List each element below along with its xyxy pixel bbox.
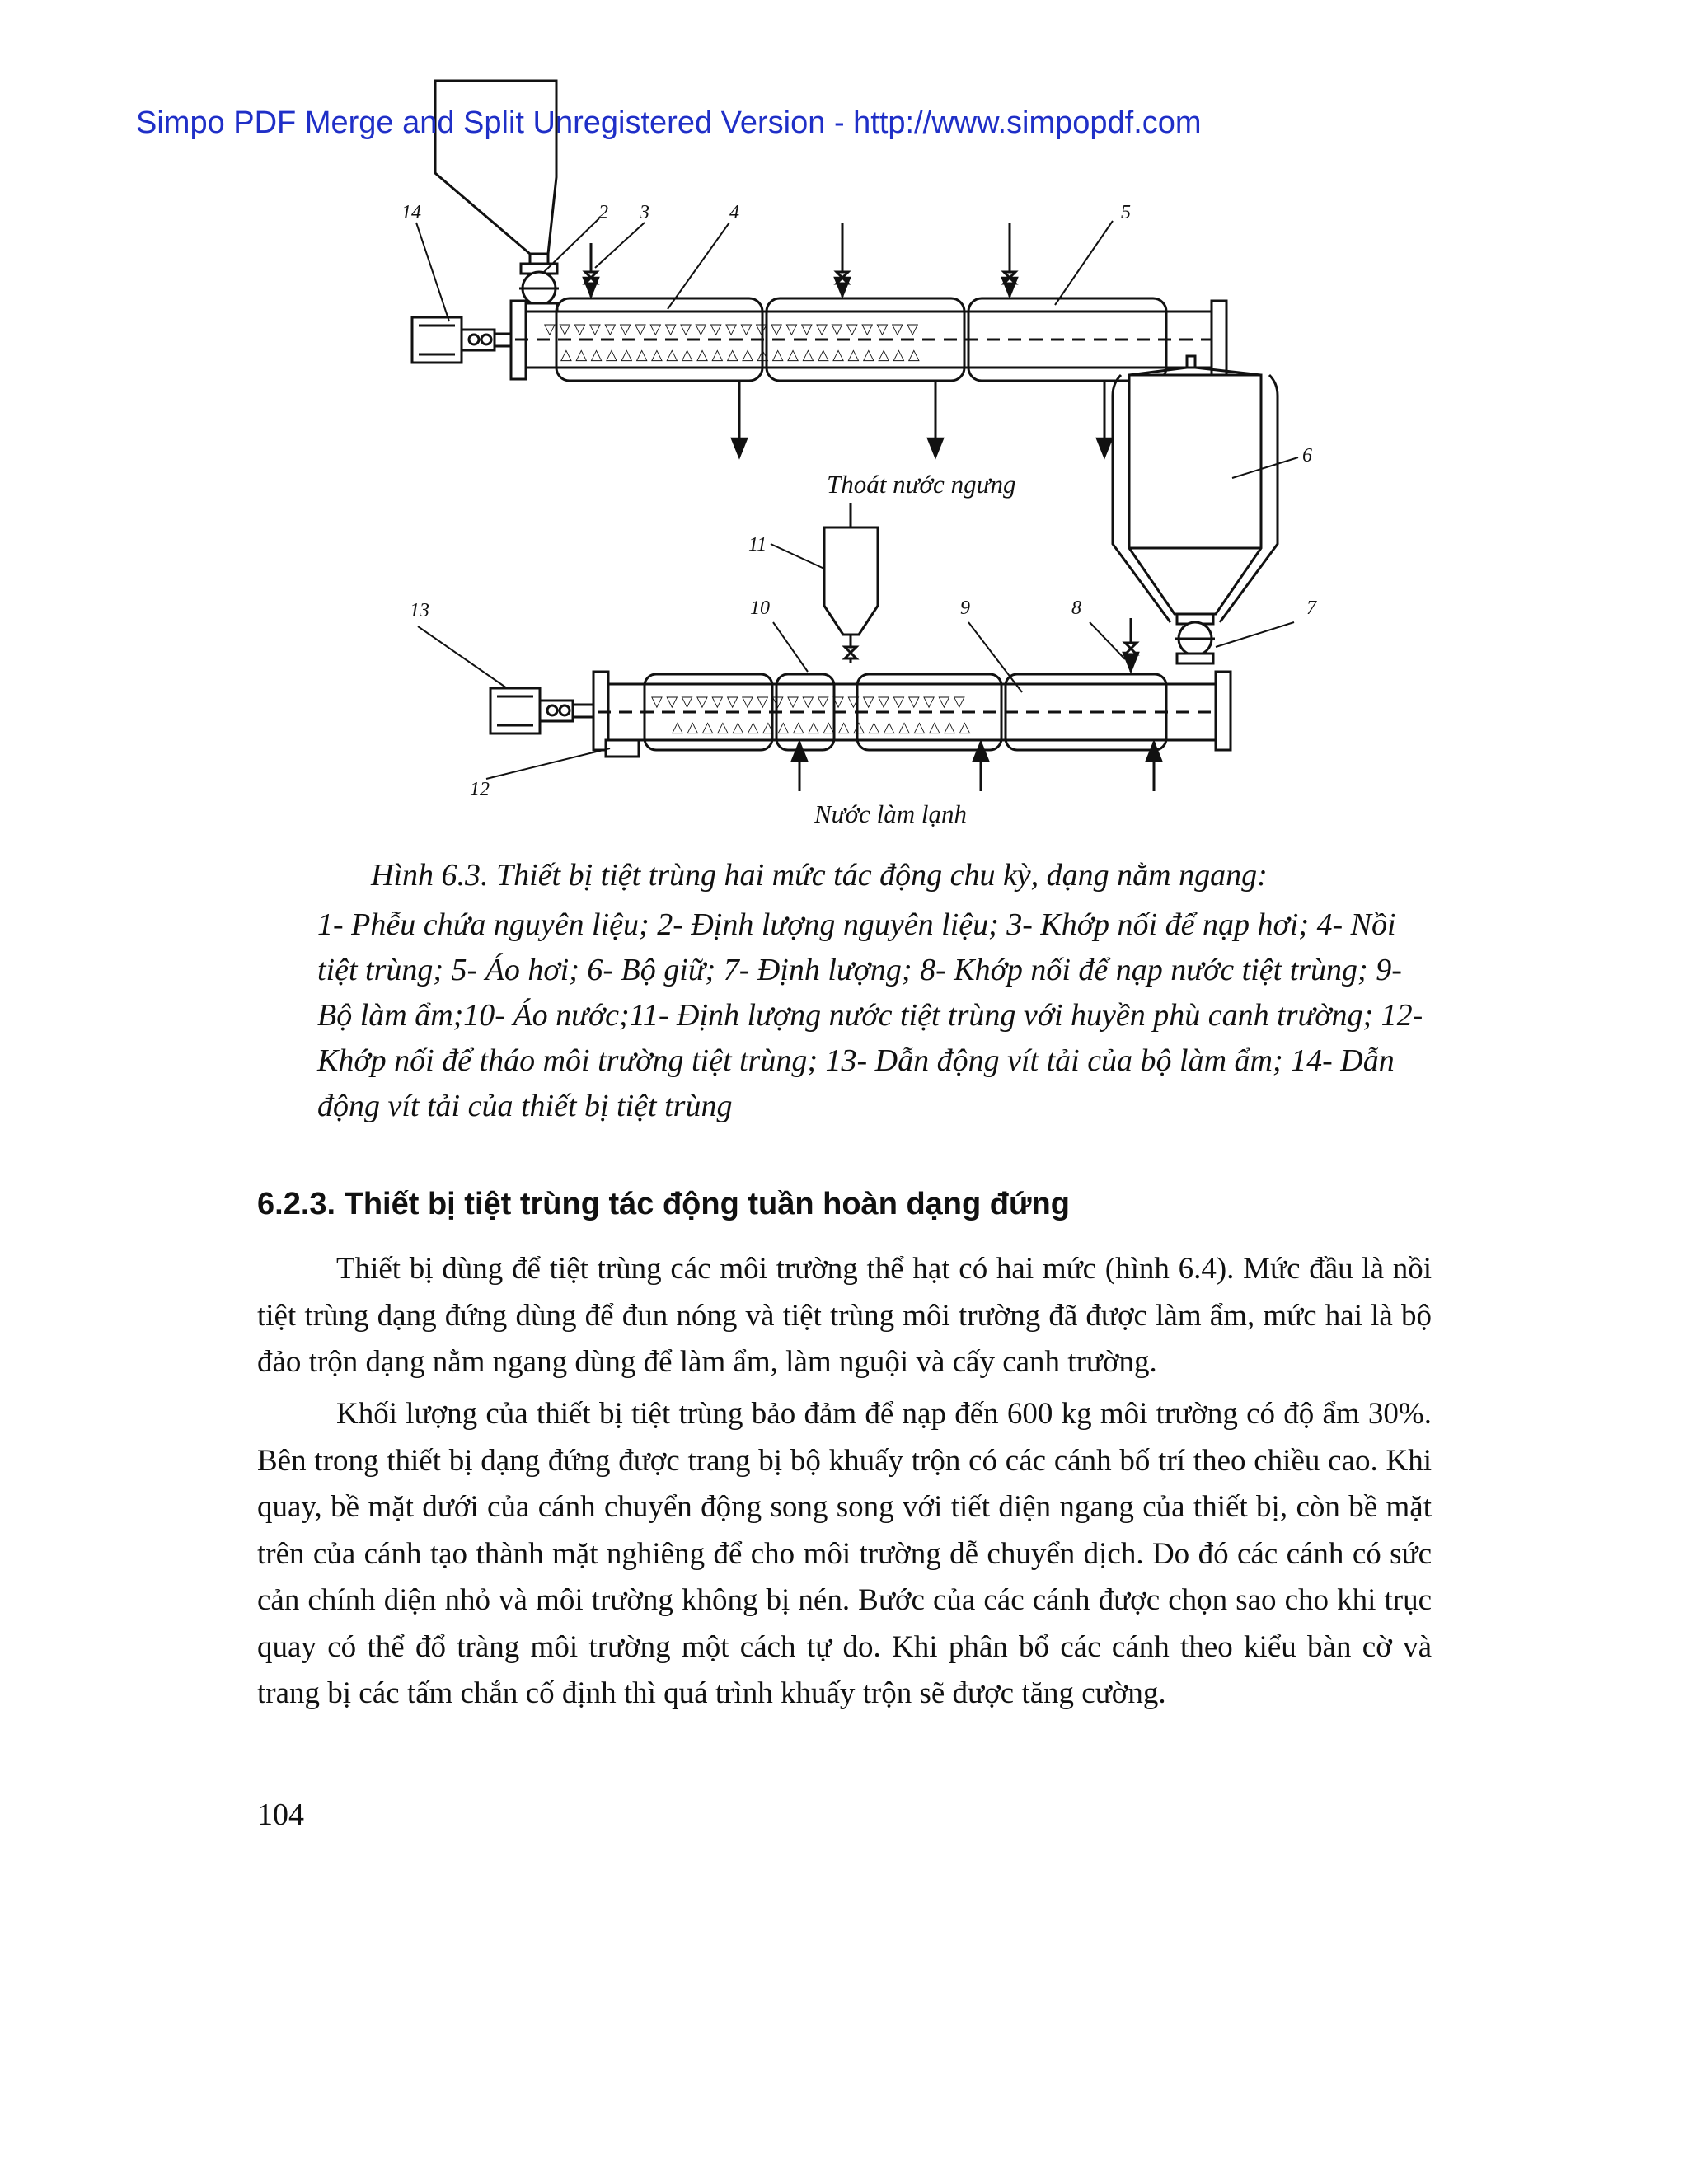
drive-top [412,317,513,363]
svg-text:△ △ △ △ △ △ △ △ △ △ △ △ △ △ △: △ △ △ △ △ △ △ △ △ △ △ △ △ △ △ △ △ △ △ △ [672,719,971,735]
page-number: 104 [257,1797,304,1832]
figure-caption-legend: 1- Phễu chứa nguyên liệu; 2- Định lượng nguyên liệu; 3- Khớp nối để nạp hơi; 4- Nồi tiệt trùng; 5- Áo hơi; 6- Bộ giữ; 7- Định lượng; 8- Khớp nối để nạp nước tiệt trùng; 9- Bộ làm ẩm;10- Áo nước;11- Định lượng nước tiệt trùng với huyền phù canh trường; 12- Khớp nối để tháo môi trường tiệt trùng; 13- Dẫn động vít tải của bộ làm ẩm; 14- Dẫn động vít tải của thiết bị tiệt trùng [317,907,1423,1123]
callout-4: 4 [729,202,739,223]
moistener-vessel [593,672,1231,750]
metering-valve-bottom [1175,614,1215,663]
callout-11: 11 [748,534,767,555]
drive-bottom [490,688,595,733]
body-paragraph-2: Khối lượng của thiết bị tiệt trùng bảo đảm để nạp đến 600 kg môi trường có độ ẩm 30%. Bên trong thiết bị dạng đứng được trang bị bộ khuấy trộn có các cánh bố trí theo chiều cao. Khi quay, bề mặt dưới của cánh chuyển động song song với tiết diện ngang của thiết bị, còn bề mặt trên của cánh tạo thành mặt nghiêng để cho môi trường dễ chuyển dịch. Do đó các cánh có sức cản chính diện nhỏ và môi trường không bị nén. Bước của các cánh được chọn sao cho khi trục quay có thể đổ tràng môi trường một cách tự do. Khi phân bổ các cánh theo kiểu bàn cờ và trang bị các tấm chắn cố định thì quá trình khuấy trộn sẽ được tăng cường. [257,1397,1432,1710]
steam-inlets [591,223,1010,297]
callout-8: 8 [1071,598,1081,619]
cooling-water-label: Nước làm lạnh [814,799,968,828]
sterile-water-inlet [1125,618,1137,672]
figure-caption-title: Hình 6.3. Thiết bị tiệt trùng hai mức tác động chu kỳ, dạng nằm ngang: [371,858,1268,893]
section-heading: 6.2.3. Thiết bị tiệt trùng tác động tuần hoàn dạng đứng [257,1187,1070,1221]
body-paragraph-1: Thiết bị dùng để tiệt trùng các môi trường thể hạt có hai mức (hình 6.4). Mức đầu là nồi tiệt trùng dạng đứng dùng để đun nóng và tiệt trùng môi trường đã được làm ẩm, mức hai là bộ đảo trộn dạng nằm ngang dùng để làm ẩm, làm nguội và cấy canh trường. [257,1252,1432,1379]
callout-2: 2 [598,202,608,223]
callout-6: 6 [1302,445,1312,466]
steam-valves [585,272,1015,284]
callout-13: 13 [410,600,429,621]
callout-7: 7 [1306,598,1316,619]
condensate-drains [739,381,1104,457]
watermark-text: Simpo PDF Merge and Split Unregistered Version - http://www.simpopdf.com [136,105,1202,140]
condensate-label: Thoát nước ngưng [827,470,1016,499]
svg-text:▽ ▽ ▽ ▽ ▽ ▽ ▽ ▽ ▽ ▽ ▽ ▽ ▽ ▽ ▽: ▽ ▽ ▽ ▽ ▽ ▽ ▽ ▽ ▽ ▽ ▽ ▽ ▽ ▽ ▽ ▽ ▽ ▽ ▽ ▽ ▽ [651,693,965,710]
outlet-coupling [606,740,639,757]
holder-tank [1113,356,1278,622]
callout-3: 3 [640,202,649,223]
dosing-tank [824,503,878,663]
callout-5: 5 [1121,202,1131,223]
upper-sterilizer-vessel [511,301,1226,379]
callout-10: 10 [750,598,770,619]
callout-9: 9 [960,598,970,619]
callout-12: 12 [470,779,490,800]
callout-14: 14 [401,202,421,223]
svg-text:△ △ △ △ △ △ △ △ △ △ △ △ △ △ △: △ △ △ △ △ △ △ △ △ △ △ △ △ △ △ △ △ △ △ △ △ △ △ △ [560,346,920,363]
svg-text:▽ ▽ ▽ ▽ ▽ ▽ ▽ ▽ ▽ ▽ ▽ ▽ ▽ ▽ ▽: ▽ ▽ ▽ ▽ ▽ ▽ ▽ ▽ ▽ ▽ ▽ ▽ ▽ ▽ ▽ ▽ ▽ ▽ ▽ ▽ ▽ ▽ ▽ ▽ ▽ [544,321,919,337]
